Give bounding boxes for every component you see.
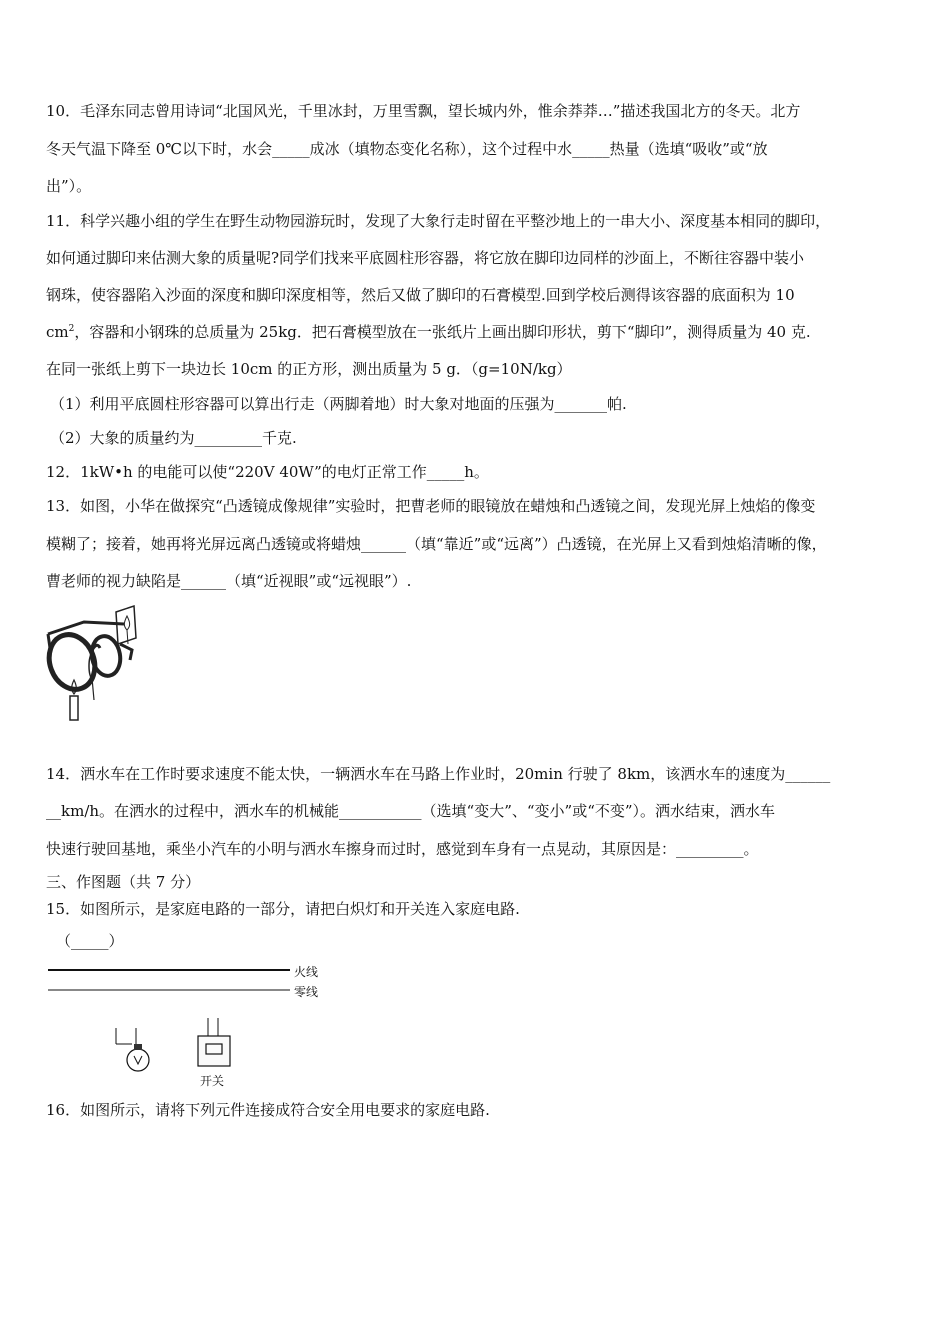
wall-switch-icon <box>198 1036 230 1066</box>
q15-answer-blank[interactable]: （_____） <box>56 932 124 950</box>
q14-line-1: 14．洒水车在工作时要求速度不能太快，一辆洒水车在马路上作业时，20min 行驶了 8km，该洒水车的速度为______ <box>46 765 831 783</box>
q11-line-5: 在同一张纸上剪下一块边长 10cm 的正方形，测出质量为 5 g．（g=10N/kg） <box>46 360 572 378</box>
q13-line-2: 模糊了；接着，她再将光屏远离凸透镜或将蜡烛______（填“靠近”或“远离”）凸透镜，在光屏上又看到烛焰清晰的像， <box>46 535 827 553</box>
fire-line-label: 火线 <box>294 965 319 979</box>
q13-line-1: 13．如图，小华在做探究“凸透镜成像规律”实验时，把曹老师的眼镜放在蜡烛和凸透镜之间，发现光屏上烛焰的像变 <box>46 497 816 515</box>
q11-unit-cm: cm <box>46 323 69 341</box>
q11-sub-question-1: （1）利用平底圆柱形容器可以算出行走（两脚着地）时大象对地面的压强为_______帕. <box>50 395 627 413</box>
q11-unit-superscript: 2 <box>68 324 75 334</box>
q11-line-4 <box>46 321 811 343</box>
section-3-heading: 三、作图题（共 7 分） <box>46 873 201 891</box>
q11-sub-question-2: （2）大象的质量约为_________千克. <box>50 429 297 447</box>
household-circuit-figure <box>46 960 346 1090</box>
glasses-candle-illustration <box>44 604 154 724</box>
candle-icon <box>70 696 78 720</box>
q14-line-3: 快速行驶回基地，乘坐小汽车的小明与洒水车擦身而过时，感觉到车身有一点晃动，其原因是：_________。 <box>46 840 759 858</box>
bulb-socket-icon <box>134 1044 142 1050</box>
q14-line-2: __km/h。在洒水的过程中，洒水车的机械能___________（选填“变大”、“变小”或“不变”）。洒水结束，洒水车 <box>46 802 776 820</box>
q11-line-4-text: ，容器和小钢珠的总质量为 25kg．把石膏模型放在一张纸片上画出脚印形状，剪下“脚印”，测得质量为 40 克. <box>74 323 811 341</box>
switch-label: 开关 <box>200 1074 225 1088</box>
q11-line-1: 11．科学兴趣小组的学生在野生动物园游玩时，发现了大象行走时留在平整沙地上的一串大小、深度基本相同的脚印， <box>46 212 831 230</box>
q11-line-2: 如何通过脚印来估测大象的质量呢?同学们找来平底圆柱形容器，将它放在脚印边同样的沙面上，不断往容器中装小 <box>46 249 805 267</box>
q15-line-1: 15．如图所示，是家庭电路的一部分，请把白炽灯和开关连入家庭电路. <box>46 900 520 918</box>
neutral-line-label: 零线 <box>294 985 319 999</box>
q10-line-1: 10．毛泽东同志曾用诗词“北国风光，千里冰封，万里雪飘，望长城内外，惟余莽莽…”描述我国北方的冬天。北方 <box>46 102 801 120</box>
flame-image-icon <box>124 616 129 630</box>
q13-line-3: 曹老师的视力缺陷是______（填“近视眼”或“远视眼”）. <box>46 572 412 590</box>
glasses-candle-figure <box>44 604 154 724</box>
light-bulb-icon <box>127 1049 149 1071</box>
q10-line-3: 出”）。 <box>46 177 92 195</box>
q11-line-3: 钢珠，使容器陷入沙面的深度和脚印深度相等，然后又做了脚印的石膏模型.回到学校后测得该容器的底面积为 10 <box>46 286 795 304</box>
q16-line-1: 16．如图所示，请将下列元件连接成符合安全用电要求的家庭电路. <box>46 1101 490 1119</box>
glasses-temple-icon <box>48 622 124 634</box>
q10-line-2: 冬天气温下降至 0℃以下时，水会_____成冰（填物态变化名称），这个过程中水_____热量（选填“吸收”或“放 <box>46 140 768 158</box>
q12-line-1: 12．1kW•h 的电能可以使“220V 40W”的电灯正常工作_____h。 <box>46 463 489 481</box>
